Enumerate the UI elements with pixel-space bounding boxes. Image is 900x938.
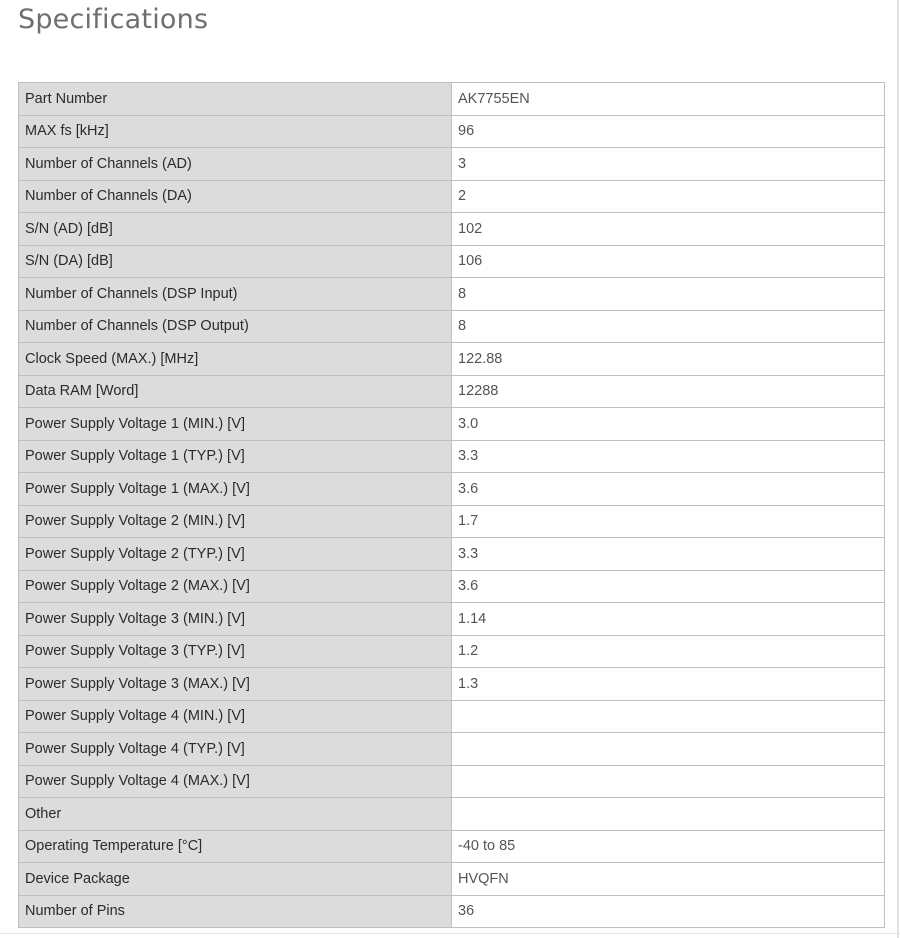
table-row	[19, 278, 885, 311]
spec-label: Power Supply Voltage 4 (MAX.) [V]	[19, 765, 452, 798]
spec-value: 122.88	[452, 343, 885, 376]
table-row	[19, 798, 885, 831]
spec-label: Power Supply Voltage 4 (TYP.) [V]	[19, 733, 452, 766]
table-row	[19, 700, 885, 733]
spec-label: Number of Channels (AD)	[19, 148, 452, 181]
spec-value: 96	[452, 115, 885, 148]
table-row	[19, 895, 885, 928]
spec-value: 36	[452, 895, 885, 928]
spec-label: Power Supply Voltage 3 (TYP.) [V]	[19, 635, 452, 668]
table-row	[19, 375, 885, 408]
spec-value: HVQFN	[452, 863, 885, 896]
spec-label: Power Supply Voltage 2 (MAX.) [V]	[19, 570, 452, 603]
table-row	[19, 83, 885, 116]
spec-value	[452, 765, 885, 798]
table-row	[19, 148, 885, 181]
table-row	[19, 440, 885, 473]
spec-value: 3.3	[452, 440, 885, 473]
table-row	[19, 570, 885, 603]
table-row	[19, 245, 885, 278]
spec-label: Power Supply Voltage 2 (TYP.) [V]	[19, 538, 452, 571]
spec-value: -40 to 85	[452, 830, 885, 863]
table-row	[19, 310, 885, 343]
spec-value: 3.6	[452, 473, 885, 506]
spec-label: S/N (DA) [dB]	[19, 245, 452, 278]
page-right-border	[897, 0, 899, 938]
spec-label: Number of Channels (DSP Input)	[19, 278, 452, 311]
table-row	[19, 863, 885, 896]
table-row	[19, 115, 885, 148]
table-row	[19, 505, 885, 538]
table-row	[19, 473, 885, 506]
spec-label: Part Number	[19, 83, 452, 116]
spec-label: Power Supply Voltage 4 (MIN.) [V]	[19, 700, 452, 733]
table-row	[19, 668, 885, 701]
spec-value	[452, 798, 885, 831]
spec-label: Power Supply Voltage 3 (MAX.) [V]	[19, 668, 452, 701]
spec-label: Data RAM [Word]	[19, 375, 452, 408]
spec-value: 1.3	[452, 668, 885, 701]
spec-value: 2	[452, 180, 885, 213]
spec-label: Power Supply Voltage 1 (TYP.) [V]	[19, 440, 452, 473]
spec-value: 8	[452, 310, 885, 343]
spec-label: Clock Speed (MAX.) [MHz]	[19, 343, 452, 376]
spec-value	[452, 700, 885, 733]
spec-label: Device Package	[19, 863, 452, 896]
spec-label: Number of Pins	[19, 895, 452, 928]
spec-label: Power Supply Voltage 1 (MAX.) [V]	[19, 473, 452, 506]
table-row	[19, 343, 885, 376]
spec-value: 3.6	[452, 570, 885, 603]
spec-label: Number of Channels (DA)	[19, 180, 452, 213]
spec-label: Other	[19, 798, 452, 831]
spec-value: 3.0	[452, 408, 885, 441]
table-row	[19, 765, 885, 798]
spec-label: Power Supply Voltage 3 (MIN.) [V]	[19, 603, 452, 636]
spec-label: Power Supply Voltage 2 (MIN.) [V]	[19, 505, 452, 538]
table-row	[19, 180, 885, 213]
spec-label: Number of Channels (DSP Output)	[19, 310, 452, 343]
spec-value: 1.7	[452, 505, 885, 538]
spec-value: 1.2	[452, 635, 885, 668]
table-row	[19, 830, 885, 863]
spec-value: 1.14	[452, 603, 885, 636]
spec-value	[452, 733, 885, 766]
table-row	[19, 538, 885, 571]
specifications-table	[18, 82, 885, 928]
table-row	[19, 603, 885, 636]
table-row	[19, 213, 885, 246]
specifications-table-body	[19, 83, 885, 928]
table-row	[19, 635, 885, 668]
spec-value: 12288	[452, 375, 885, 408]
spec-value: 3.3	[452, 538, 885, 571]
spec-label: Power Supply Voltage 1 (MIN.) [V]	[19, 408, 452, 441]
spec-value: 102	[452, 213, 885, 246]
table-row	[19, 408, 885, 441]
spec-label: S/N (AD) [dB]	[19, 213, 452, 246]
spec-value: 8	[452, 278, 885, 311]
spec-value: AK7755EN	[452, 83, 885, 116]
page-bottom-border	[0, 933, 900, 934]
spec-label: Operating Temperature [°C]	[19, 830, 452, 863]
table-row	[19, 733, 885, 766]
section-title: Specifications	[18, 4, 209, 35]
spec-label: MAX fs [kHz]	[19, 115, 452, 148]
spec-value: 3	[452, 148, 885, 181]
spec-value: 106	[452, 245, 885, 278]
